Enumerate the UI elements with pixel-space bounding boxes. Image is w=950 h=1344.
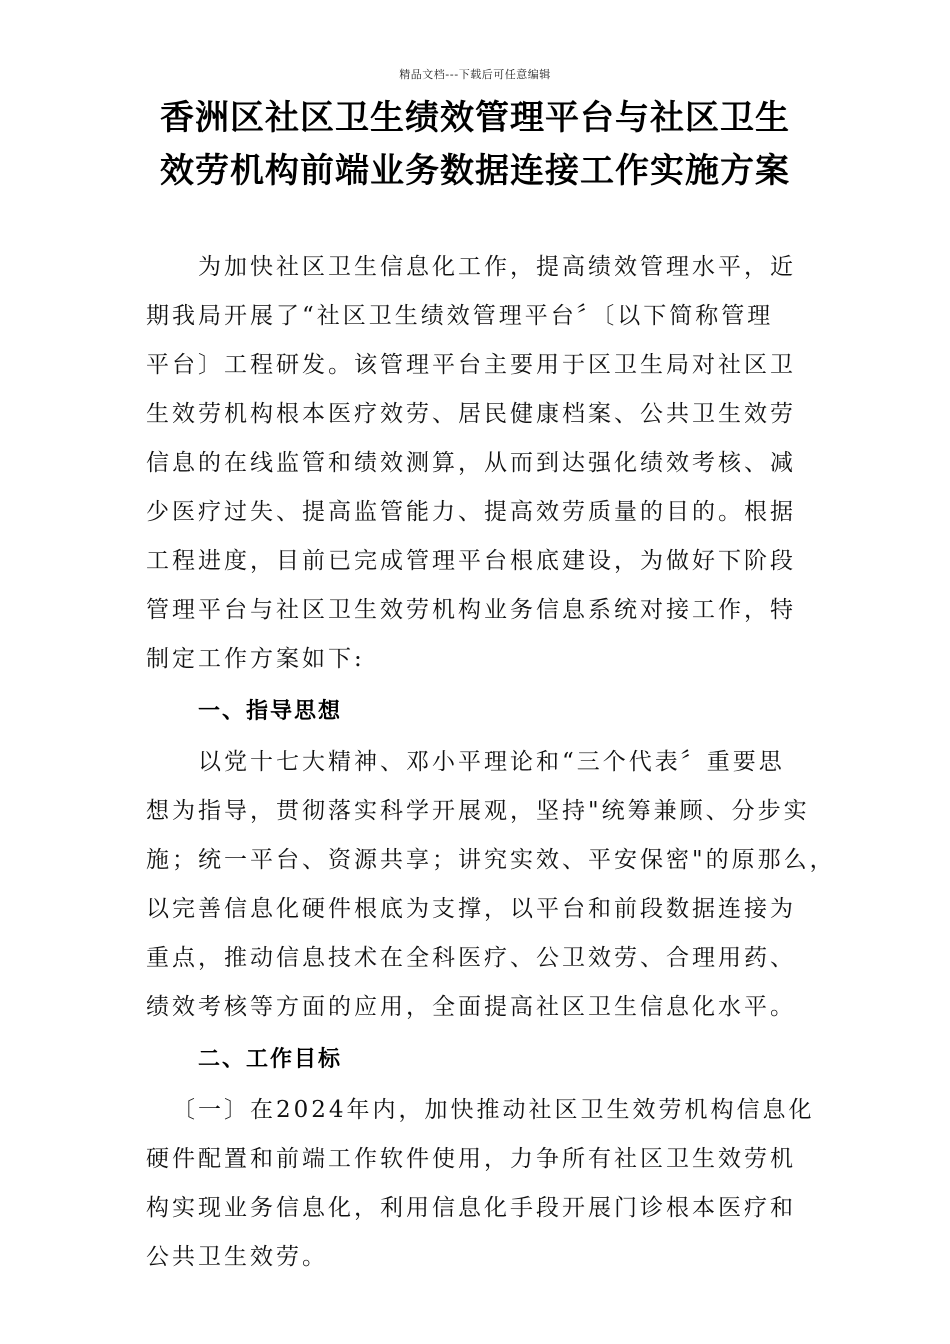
paragraph-line: 以完善信息化硬件根底为支撑，以平台和前段数据连接为 [146,896,796,922]
paragraph-line: 硬件配置和前端工作软件使用，力争所有社区卫生效劳机 [146,1146,796,1172]
title-line-1: 香洲区社区卫生绩效管理平台与社区卫生 [160,98,790,138]
paragraph-line: 生效劳机构根本医疗效劳、居民健康档案、公共卫生效劳 [146,401,796,427]
document-title [0,92,950,198]
title-line-2: 效劳机构前端业务数据连接工作实施方案 [160,151,790,191]
paragraph-line: 〔一〕在2024年内，加快推动社区卫生效劳机构信息化 [172,1097,815,1123]
section-heading-guiding-ideology: 一、指导思想 [198,699,343,724]
paragraph-line: 以党十七大精神、邓小平理论和“三个代表〞重要思 [198,749,785,775]
paragraph-line: 制定工作方案如下: [146,646,365,672]
paragraph-line: 重点，推动信息技术在全科医疗、公卫效劳、合理用药、 [146,945,796,971]
paragraph-line: 想为指导，贯彻落实科学开展观，坚持"统筹兼顾、分步实 [146,798,810,824]
paragraph-line: 构实现业务信息化，利用信息化手段开展门诊根本医疗和 [146,1195,796,1221]
paragraph-line: 绩效考核等方面的应用，全面提高社区卫生信息化水平。 [146,994,796,1020]
paragraph-line: 为加快社区卫生信息化工作，提高绩效管理水平，近 [198,254,796,280]
section-heading-work-goals: 二、工作目标 [198,1047,343,1072]
paragraph-line: 平台〕工程研发。该管理平台主要用于区卫生局对社区卫 [146,352,796,378]
paragraph-line: 施；统一平台、资源共享；讲究实效、平安保密"的原那么， [146,847,836,873]
paragraph-line: 信息的在线监管和绩效测算，从而到达强化绩效考核、减 [146,450,796,476]
paragraph-line: 管理平台与社区卫生效劳机构业务信息系统对接工作，特 [146,597,796,623]
paragraph-line: 少医疗过失、提高监管能力、提高效劳质量的目的。根据 [146,499,796,525]
paragraph-line: 公共卫生效劳。 [146,1244,328,1270]
page-header-note: 精品文档---下载后可任意编辑 [399,68,551,81]
paragraph-line: 工程进度，目前已完成管理平台根底建设，为做好下阶段 [146,548,796,574]
paragraph-line: 期我局开展了“社区卫生绩效管理平台〞〔以下简称管理 [146,303,774,329]
